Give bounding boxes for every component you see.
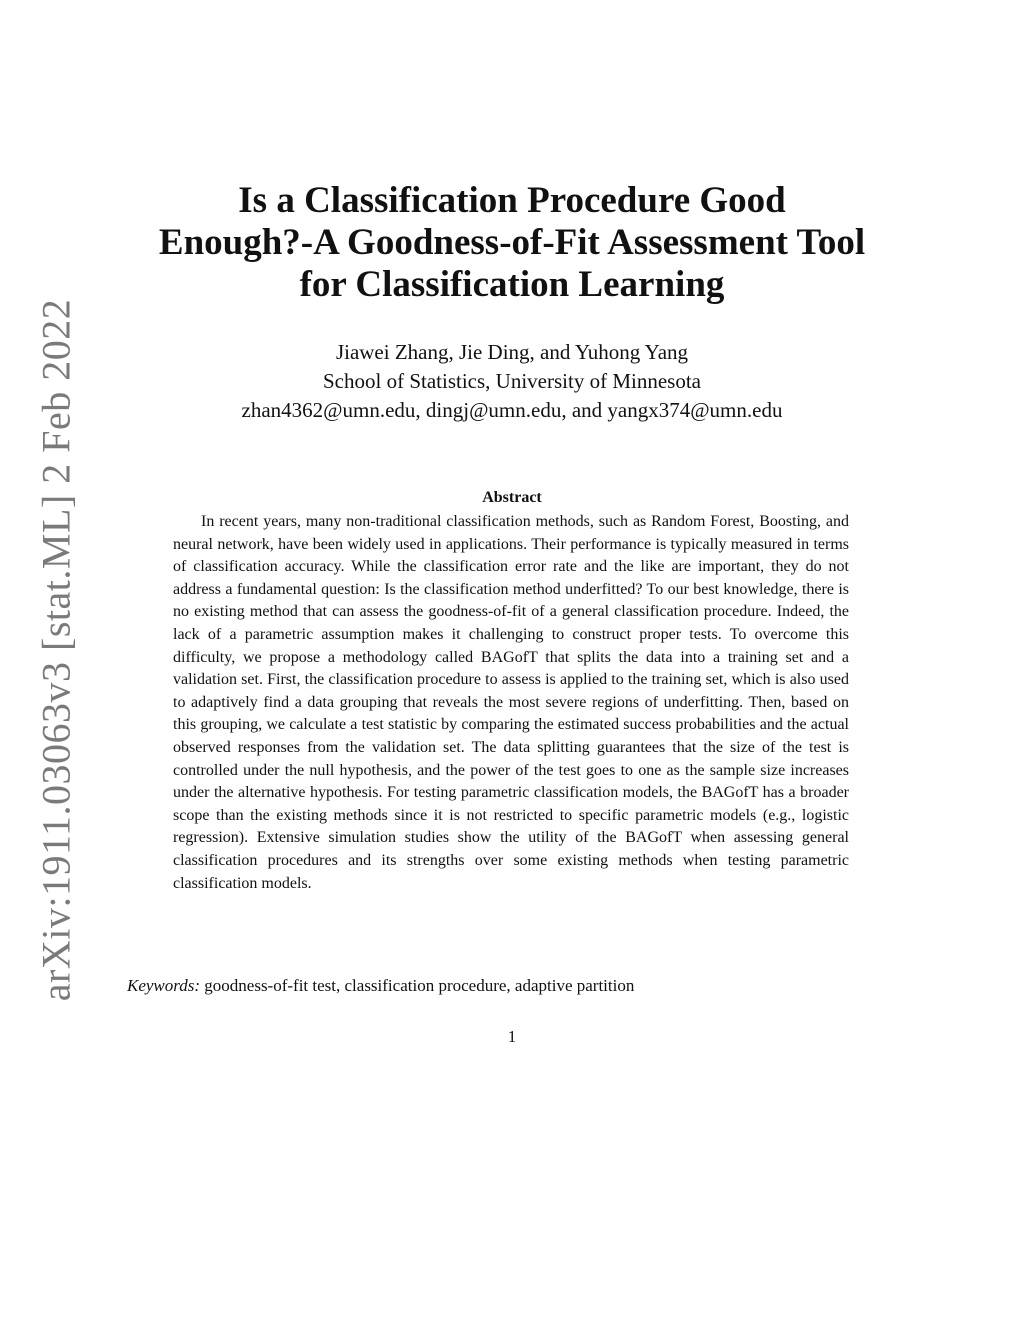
abstract-heading: Abstract xyxy=(482,489,542,506)
page-number: 1 xyxy=(507,1027,517,1046)
title-line: for Classification Learning xyxy=(299,264,725,305)
author-names: Jiawei Zhang, Jie Ding, and Yuhong Yang xyxy=(335,340,689,364)
paper-title xyxy=(112,180,912,306)
arxiv-identifier-stamp: arXiv:1911.03063v3 [stat.ML] 2 Feb 2022 xyxy=(33,298,79,1002)
abstract-text: In recent years, many non-traditional classification methods, such as Random Forest, Boosting, and neural network, have been widely used in applications. Their performance is typically measured in terms of classification accuracy. While the classification error rate and the like are important, they do not address a fundamental question: Is the classification method underfitted? To our best knowledge, there is no existing method that can assess the goodness-of-fit of a general classification procedure. Indeed, the lack of a parametric assumption makes it challenging to construct proper tests. To overcome this difficulty, we propose a methodology called BAGofT that splits the data into a training set and a validation set. First, the classification procedure to assess is applied to the training set, which is also used to adaptively find a data grouping that reveals the most severe regions of underfitting. Then, based on this grouping, we calculate a test statistic by comparing the estimated success probabilities and the actual observed responses from the validation set. The data splitting guarantees that the size of the test is controlled under the null hypothesis, and the power of the test goes to one as the sample size increases under the alternative hypothesis. For testing parametric classification models, the BAGofT has a broader scope than the existing methods since it is not restricted to specific parametric models (e.g., logistic regression). Extensive simulation studies show the utility of the BAGofT when assessing general classification procedures and its strengths over some existing methods when testing parametric classification models. xyxy=(173,513,849,892)
keywords-text: goodness-of-fit test, classification procedure, adaptive partition xyxy=(204,976,635,995)
author-block xyxy=(112,338,912,425)
title-line: Is a Classification Procedure Good xyxy=(238,180,786,221)
keywords-label: Keywords: xyxy=(127,976,201,995)
keywords-line xyxy=(127,975,907,997)
author-emails: zhan4362@umn.edu, dingj@umn.edu, and yangx374@umn.edu xyxy=(241,398,783,422)
author-affiliation: School of Statistics, University of Minnesota xyxy=(323,369,701,393)
title-line: Enough?-A Goodness-of-Fit Assessment Tool xyxy=(158,222,866,263)
